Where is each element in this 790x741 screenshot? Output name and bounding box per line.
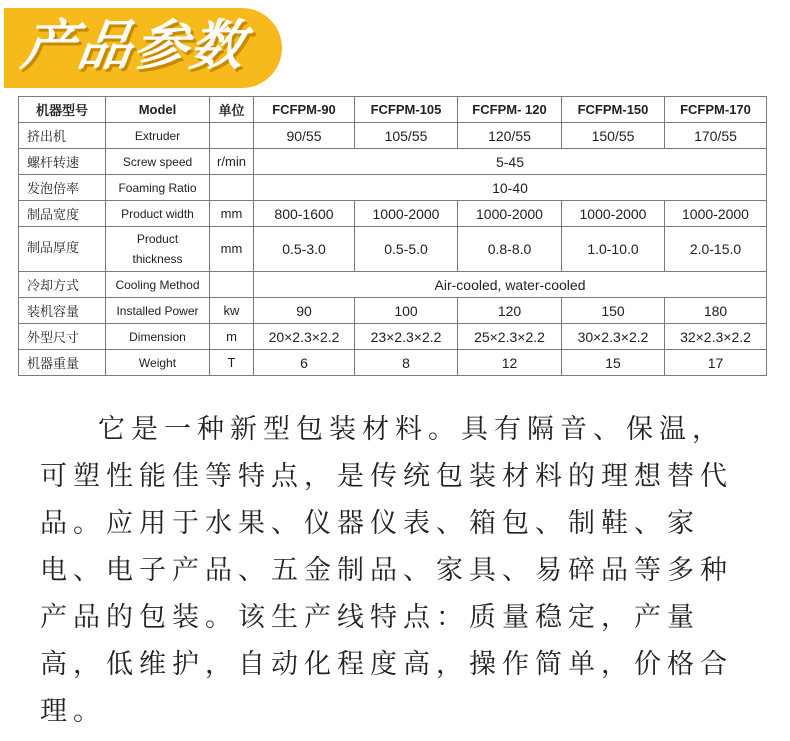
title-banner	[4, 8, 282, 88]
table-row	[19, 201, 767, 227]
table-row	[19, 298, 767, 324]
header-cell: 机器型号	[19, 97, 106, 123]
row-label-cn: 制品厚度	[19, 227, 106, 272]
table-row	[19, 324, 767, 350]
row-label-cn: 外型尺寸	[19, 324, 106, 350]
header-cell: FCFPM-90	[254, 97, 355, 123]
product-description: 它是一种新型包装材料。具有隔音、保温，可塑性能佳等特点，是传统包装材料的理想替代品。应用于水果、仪器仪表、箱包、制鞋、家电、电子产品、五金制品、家具、易碎品等多种产品的包装。该生产线特点：质量稳定，产量高，低维护，自动化程度高，操作简单，价格合理。	[40, 414, 733, 727]
merged-value-cell: Air-cooled, water-cooled	[254, 272, 767, 298]
row-label-cn: 冷却方式	[19, 272, 106, 298]
value-cell: 100	[355, 298, 458, 324]
header-cell: FCFPM-105	[355, 97, 458, 123]
row-label-en-line: thickness	[132, 252, 183, 266]
row-unit: kw	[210, 298, 254, 324]
table-row	[19, 149, 767, 175]
value-cell: 20×2.3×2.2	[254, 324, 355, 350]
row-label-en: Product width	[106, 201, 210, 227]
row-label-en: Screw speed	[106, 149, 210, 175]
value-cell: 90	[254, 298, 355, 324]
header-cell: FCFPM-150	[562, 97, 665, 123]
value-cell: 105/55	[355, 123, 458, 149]
table-row	[19, 272, 767, 298]
header-cell: FCFPM- 120	[458, 97, 562, 123]
table-row	[19, 175, 767, 201]
value-cell: 15	[562, 350, 665, 376]
header-cell: 单位	[210, 97, 254, 123]
row-unit: mm	[210, 201, 254, 227]
row-unit	[210, 175, 254, 201]
row-label-en: Extruder	[106, 123, 210, 149]
value-cell: 0.8-8.0	[458, 227, 562, 272]
row-label-en: Installed Power	[106, 298, 210, 324]
value-cell: 2.0-15.0	[665, 227, 767, 272]
row-unit: m	[210, 324, 254, 350]
value-cell: 150	[562, 298, 665, 324]
value-cell: 1.0-10.0	[562, 227, 665, 272]
row-label-en: Cooling Method	[106, 272, 210, 298]
row-label-cn: 机器重量	[19, 350, 106, 376]
value-cell: 0.5-5.0	[355, 227, 458, 272]
value-cell: 800-1600	[254, 201, 355, 227]
row-label-cn: 制品宽度	[19, 201, 106, 227]
merged-value-cell: 10-40	[254, 175, 767, 201]
row-label-cn: 螺杆转速	[19, 149, 106, 175]
value-cell: 180	[665, 298, 767, 324]
row-label-en: Foaming Ratio	[106, 175, 210, 201]
row-label-en	[106, 227, 210, 272]
table-row	[19, 227, 767, 272]
value-cell: 30×2.3×2.2	[562, 324, 665, 350]
value-cell: 120/55	[458, 123, 562, 149]
value-cell: 150/55	[562, 123, 665, 149]
value-cell: 120	[458, 298, 562, 324]
row-unit: r/min	[210, 149, 254, 175]
table-row	[19, 123, 767, 149]
row-unit: mm	[210, 227, 254, 272]
row-label-cn: 挤出机	[19, 123, 106, 149]
value-cell: 1000-2000	[665, 201, 767, 227]
value-cell: 1000-2000	[562, 201, 665, 227]
table-header-row	[19, 97, 767, 123]
value-cell: 90/55	[254, 123, 355, 149]
spec-table	[18, 96, 767, 376]
header-cell: Model	[106, 97, 210, 123]
header-cell: FCFPM-170	[665, 97, 767, 123]
row-label-cn: 装机容量	[19, 298, 106, 324]
value-cell: 170/55	[665, 123, 767, 149]
value-cell: 32×2.3×2.2	[665, 324, 767, 350]
value-cell: 17	[665, 350, 767, 376]
merged-value-cell: 5-45	[254, 149, 767, 175]
table-row	[19, 350, 767, 376]
value-cell: 8	[355, 350, 458, 376]
value-cell: 12	[458, 350, 562, 376]
row-label-en: Dimension	[106, 324, 210, 350]
row-label-en-line: Product	[136, 232, 179, 246]
value-cell: 1000-2000	[355, 201, 458, 227]
value-cell: 23×2.3×2.2	[355, 324, 458, 350]
value-cell: 25×2.3×2.2	[458, 324, 562, 350]
page-title: 产品参数	[17, 14, 251, 77]
row-unit	[210, 272, 254, 298]
value-cell: 1000-2000	[458, 201, 562, 227]
row-label-cn: 发泡倍率	[19, 175, 106, 201]
value-cell: 0.5-3.0	[254, 227, 355, 272]
row-unit	[210, 123, 254, 149]
row-label-en: Weight	[106, 350, 210, 376]
value-cell: 6	[254, 350, 355, 376]
row-unit: T	[210, 350, 254, 376]
